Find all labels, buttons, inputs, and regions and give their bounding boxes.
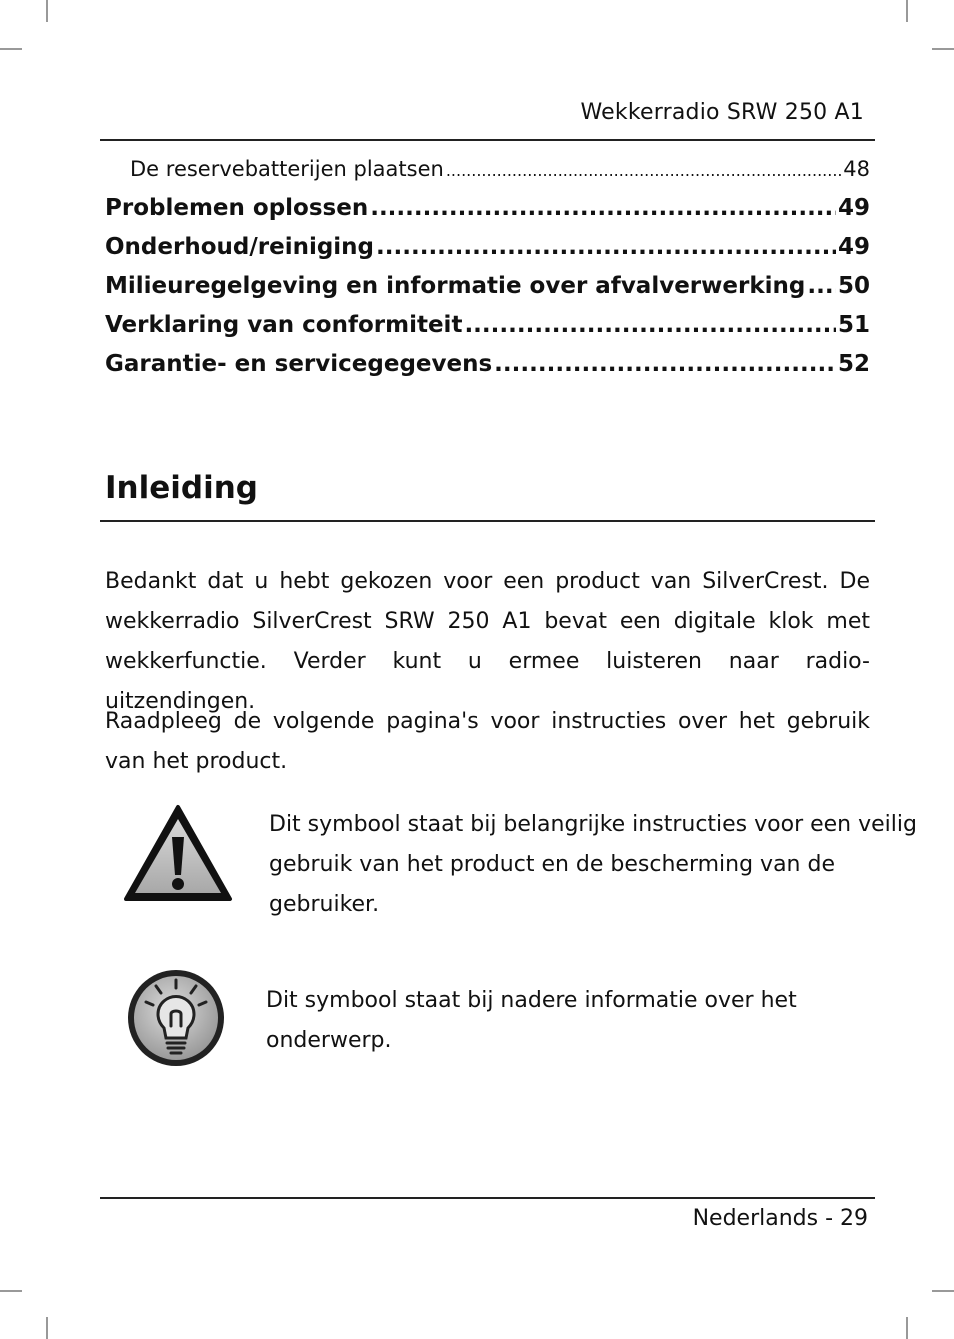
toc-entry[interactable] bbox=[130, 157, 870, 181]
crop-mark bbox=[0, 48, 22, 50]
note-line: Dit symbool staat bij nadere informatie over het bbox=[266, 988, 797, 1013]
note-line: Dit symbool staat bij belangrijke instructies voor een veilig bbox=[269, 812, 917, 837]
footer-rule bbox=[100, 1197, 875, 1199]
crop-mark bbox=[906, 0, 908, 22]
crop-mark bbox=[906, 1317, 908, 1339]
toc-entry-title: Garantie- en servicegegevens bbox=[105, 351, 493, 377]
toc-entry-page: 50 bbox=[837, 273, 870, 299]
lightbulb-icon bbox=[126, 968, 226, 1068]
toc-entry-title: Verklaring van conformiteit bbox=[105, 312, 463, 338]
toc-leader-dots bbox=[807, 273, 836, 299]
toc-entry[interactable] bbox=[105, 234, 870, 260]
warning-triangle-icon bbox=[122, 803, 234, 903]
toc-entry[interactable] bbox=[105, 195, 870, 221]
toc-entry-page: 51 bbox=[837, 312, 870, 338]
toc-entry[interactable] bbox=[105, 312, 870, 338]
section-rule bbox=[100, 520, 875, 522]
toc-leader-dots bbox=[370, 195, 836, 221]
crop-mark bbox=[0, 1290, 22, 1292]
toc-entry-title: De reservebatterijen plaatsen bbox=[130, 157, 444, 181]
toc-leader-dots bbox=[446, 161, 841, 180]
toc-entry-title: Milieuregelgeving en informatie over afvalverwerking bbox=[105, 273, 806, 299]
note-line: onderwerp. bbox=[266, 1028, 392, 1053]
toc-entry[interactable] bbox=[105, 351, 870, 377]
toc-entry-page: 49 bbox=[837, 195, 870, 221]
crop-mark bbox=[46, 1317, 48, 1339]
toc-leader-dots bbox=[494, 351, 836, 377]
page-footer: Nederlands - 29 bbox=[692, 1206, 868, 1231]
note-line: gebruik van het product en de bescherming van de bbox=[269, 852, 835, 877]
toc-leader-dots bbox=[376, 234, 836, 260]
header-rule bbox=[100, 139, 875, 141]
info-note-text bbox=[266, 981, 797, 1061]
toc-entry-page: 48 bbox=[843, 157, 870, 181]
toc-leader-dots bbox=[464, 312, 836, 338]
toc-entry-page: 52 bbox=[837, 351, 870, 377]
intro-paragraph: Bedankt dat u hebt gekozen voor een product van SilverCrest. De wekkerradio SilverCrest SRW 250 A1 bevat een digitale klok met wekkerfunctie. Verder kunt u ermee luisteren naar radio-uitzendingen. bbox=[105, 569, 870, 714]
warning-note-text bbox=[269, 805, 917, 925]
crop-mark bbox=[932, 48, 954, 50]
section-heading: Inleiding bbox=[105, 470, 258, 506]
note-line: gebruiker. bbox=[269, 892, 380, 917]
toc-entry-title: Onderhoud/reiniging bbox=[105, 234, 375, 260]
toc-entry[interactable] bbox=[105, 273, 870, 299]
instructions-paragraph: Raadpleeg de volgende pagina's voor instructies over het gebruik van het product. bbox=[105, 709, 870, 774]
toc-entry-title: Problemen oplossen bbox=[105, 195, 369, 221]
running-header: Wekkerradio SRW 250 A1 bbox=[580, 100, 864, 125]
crop-mark bbox=[46, 0, 48, 22]
toc-entry-page: 49 bbox=[837, 234, 870, 260]
crop-mark bbox=[932, 1290, 954, 1292]
